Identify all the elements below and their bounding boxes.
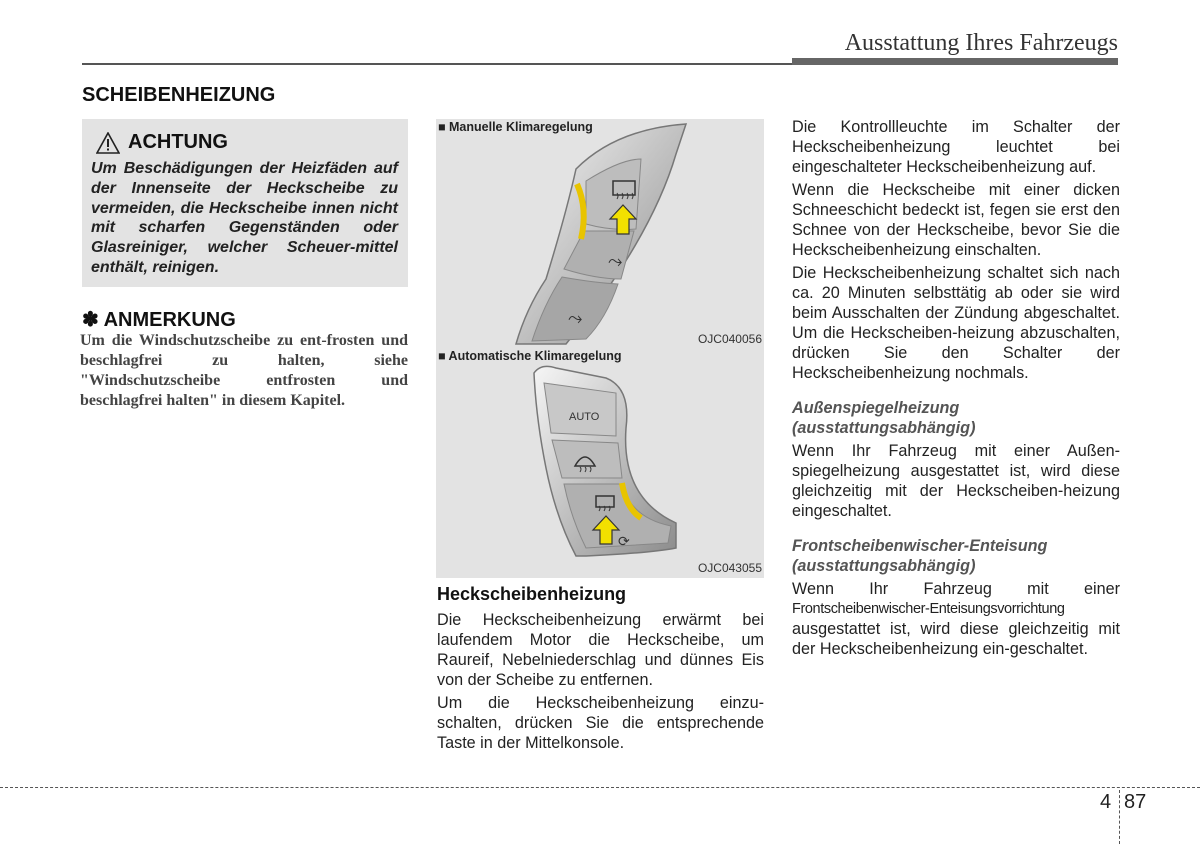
figure-caption: ■ Manuelle Klimaregelung xyxy=(438,120,593,134)
warning-text: Um Beschädigungen der Heizfäden auf der Innenseite der Heckscheibe zu vermeiden, die Heckscheibe innen nicht mit scharfen Gegenständen oder Glasreiniger, welcher Scheuer-mittel enthält, reinigen. xyxy=(91,160,398,276)
note-text: Um die Windschutzscheibe zu ent-frosten und beschlagfrei zu halten, siehe "Windschutzscheibe entfrosten und beschlagfrei halten" in diesem Kapitel. xyxy=(80,332,408,409)
warning-title: ACHTUNG xyxy=(128,131,228,153)
manual-climate-illustration xyxy=(436,119,764,349)
fan-mode-icon: ⤳ xyxy=(608,251,623,272)
header-bar xyxy=(792,58,1118,65)
paragraph: Wenn die Heckscheibe mit einer dicken Schneeschicht bedeckt ist, fegen sie erst den Schnee von der Heckscheibe, bevor Sie die Heckscheibenheizung einschalten. xyxy=(792,181,1120,259)
figure-caption: ■ Automatische Klimaregelung xyxy=(438,349,622,363)
paragraph: Die Heckscheibenheizung schaltet sich nach ca. 20 Minuten selbsttätig ab oder sie wird beim Ausschalten der Zündung abgeschaltet. Um die Heckscheiben-heizung abzuschalten, drücken Sie den Schalter der Heckscheibenheizung nochmals. xyxy=(792,264,1120,382)
auto-climate-illustration xyxy=(436,348,764,578)
footer-divider xyxy=(1119,790,1120,844)
paragraph: Die Kontrollleuchte im Schalter der Heckscheibenheizung leuchtet bei eingeschalteter Heckscheibenheizung auf. xyxy=(792,118,1120,176)
figure-auto-climate xyxy=(436,348,764,578)
figure-code: OJC040056 xyxy=(697,332,762,346)
paragraph: Wenn Ihr Fahrzeug mit einer xyxy=(792,580,1120,598)
footer-rule xyxy=(0,787,1200,788)
figure-manual-climate xyxy=(436,119,764,349)
paragraph: Die Heckscheibenheizung erwärmt bei laufendem Motor die Heckscheibe, um Raureif, Nebelniederschlag und dünnes Eis von der Scheibe zu entfernen. xyxy=(437,611,764,689)
warning-triangle-icon xyxy=(96,132,120,154)
auto-button-label: AUTO xyxy=(569,411,600,423)
paragraph: ausgestattet ist, wird diese gleichzeitig mit der Heckscheibenheizung ein-geschaltet. xyxy=(792,620,1120,658)
chapter-title: Ausstattung Ihres Fahrzeugs xyxy=(844,30,1118,56)
warning-box xyxy=(82,119,408,287)
heck-title: Heckscheibenheizung xyxy=(437,584,627,604)
paragraph: Wenn Ihr Fahrzeug mit einer Außen-spiegelheizung ausgestattet ist, wird diese gleichzeitig mit der Heckscheiben-heizung eingeschaltet. xyxy=(792,442,1120,520)
warning-header xyxy=(96,131,228,154)
note-title: ✽ ANMERKUNG xyxy=(82,309,236,331)
defrost-mode-icon: ⤳ xyxy=(568,308,583,329)
heck-body xyxy=(437,610,764,756)
wiper-deicer-title: Frontscheibenwischer-Enteisung (ausstattungsabhängig) xyxy=(792,537,1048,575)
chapter-number: 4 xyxy=(1100,791,1112,813)
figure-code: OJC043055 xyxy=(697,561,762,575)
recirculation-icon: ⟳ xyxy=(618,534,630,550)
section-title: SCHEIBENHEIZUNG xyxy=(82,84,276,106)
page-number: 87 xyxy=(1124,791,1147,813)
paragraph: Um die Heckscheibenheizung einzu-schalten, drücken Sie die entsprechende Taste in der Mittelkonsole. xyxy=(437,694,764,752)
right-column xyxy=(792,117,1120,662)
paragraph: Frontscheibenwischer-Enteisungsvorrichtung xyxy=(792,601,1065,617)
mirror-heating-title: Außenspiegelheizung (ausstattungsabhängig) xyxy=(792,399,976,437)
